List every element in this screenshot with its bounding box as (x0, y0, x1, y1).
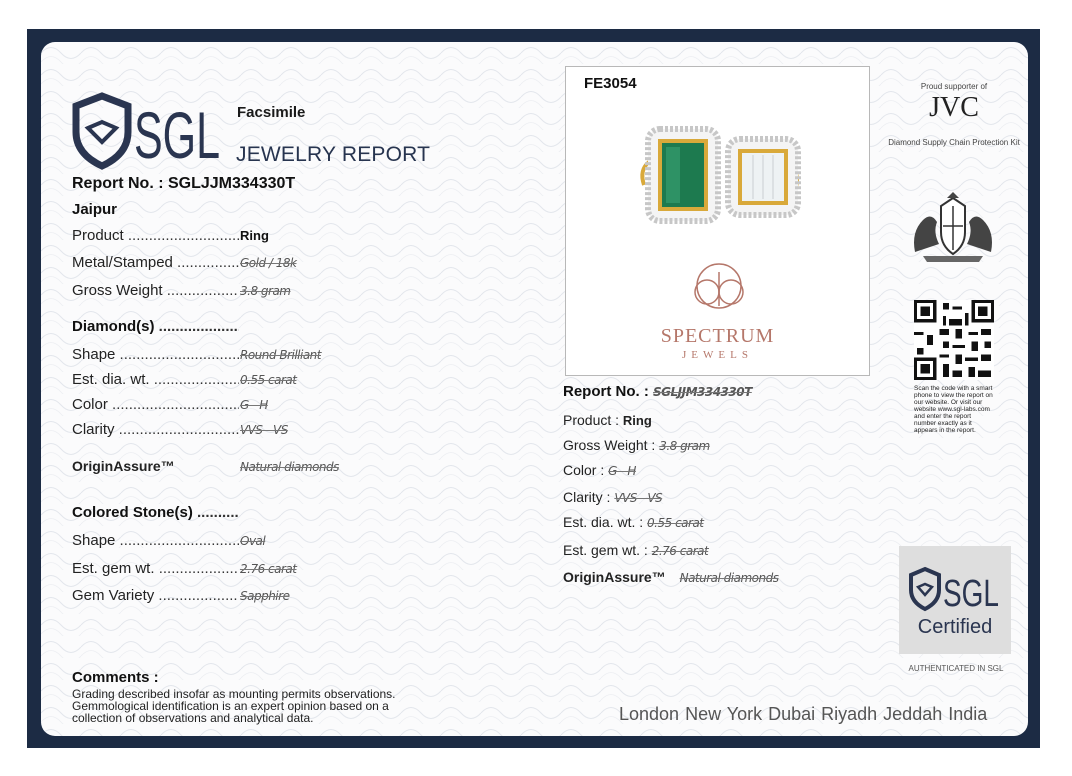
field-label: Est. dia. wt. ..... (72, 371, 239, 388)
redacted-value: SGLJJM334330T (653, 385, 752, 399)
spectrum-sub: JEWELS (682, 349, 753, 361)
jewelry-report-card (41, 42, 1028, 736)
field-est-gem-wt (72, 560, 296, 577)
field-metal (72, 254, 296, 271)
field-est-dia-wt (72, 371, 296, 388)
redacted-value: Natural diamonds (679, 571, 779, 585)
qr-instructions: Scan the code with a smart phone to view the report on our website. Or visit our website www.sgl-labs.com and enter the report number exactly as it appears in the report. (914, 385, 993, 434)
field-label: Gem Variety ..... (72, 587, 239, 604)
summary-origin (563, 569, 778, 585)
redacted-value: Natural diamonds (240, 460, 339, 474)
field-gem-variety (72, 587, 289, 604)
summary-label: Gross Weight : (563, 437, 656, 453)
redacted-value: 3.8 gram (240, 284, 291, 298)
summary-value: Ring (622, 413, 652, 428)
svg-text:SGL: SGL (943, 573, 999, 612)
spectrum-brand: SPECTRUM (660, 325, 775, 347)
svg-text:SGL: SGL (134, 98, 220, 170)
section-title: Colored Stone(s) ..... (72, 504, 239, 521)
redacted-value: VVS - VS (614, 491, 663, 505)
ring-image (624, 115, 814, 235)
redacted-value: Oval (240, 534, 266, 548)
field-label: Gross Weight ..... (72, 282, 239, 299)
summary-label: OriginAssure™ (563, 569, 666, 585)
summary-gross-weight (563, 437, 710, 453)
comments-title: Comments : (72, 669, 159, 686)
jvc-logo: JVC (929, 92, 979, 123)
redacted-value: VVS - VS (240, 423, 288, 437)
field-origin (72, 458, 339, 475)
field-label: Est. gem wt. ..... (72, 560, 239, 577)
report-city: Jaipur (72, 201, 118, 218)
field-value: Ring (240, 228, 269, 243)
comment-line: Grading described insofar as mounting permits observations. (72, 687, 396, 701)
redacted-value: 0.55 carat (240, 373, 297, 387)
sgl-badge-logo (909, 566, 1001, 612)
redacted-value: Sapphire (240, 589, 290, 603)
report-number: Report No. : SGLJJM334330T (72, 175, 296, 192)
report-type-title: JEWELRY REPORT (236, 143, 431, 166)
section-title: Diamond(s) ..... (72, 318, 239, 335)
field-label: Product ..... (72, 227, 239, 244)
summary-color (563, 462, 636, 478)
field-clarity (72, 421, 288, 438)
summary-est-gem-wt (563, 542, 708, 558)
redacted-value: 2.76 carat (240, 562, 297, 576)
spectrum-monogram-icon (674, 262, 764, 322)
field-shape (72, 346, 321, 363)
authenticated-label: AUTHENTICATED IN SGL (908, 664, 1004, 673)
comment-line: Gemmological identification is an expert opinion based on a (72, 699, 389, 713)
field-product (72, 227, 269, 244)
summary-est-dia-wt (563, 514, 704, 530)
field-color (72, 396, 268, 413)
comments-text (72, 688, 432, 724)
summary-product (563, 412, 652, 428)
section-diamonds (72, 318, 239, 335)
proud-supporter-label: Proud supporter of (920, 82, 988, 91)
summary-label: Est. dia. wt. : (563, 514, 644, 530)
facsimile-label: Facsimile (237, 104, 306, 121)
coat-of-arms-icon (903, 192, 1003, 264)
summary-label: Color : (563, 462, 605, 478)
summary-label: Clarity : (563, 489, 611, 505)
field-label: OriginAssure™ (72, 458, 175, 474)
field-label: Shape ..... (72, 346, 239, 363)
redacted-value: G - H (240, 398, 268, 412)
summary-label: Est. gem wt. : (563, 542, 648, 558)
summary-report-no (563, 383, 752, 400)
section-colored-stones (72, 504, 239, 521)
redacted-value: 0.55 carat (647, 516, 704, 530)
product-code: FE3054 (584, 75, 637, 92)
comment-line: collection of observations and analytical data. (72, 711, 314, 725)
redacted-value: 2.76 carat (651, 544, 709, 558)
field-label: Color ..... (72, 396, 239, 413)
redacted-value: 3.8 gram (659, 439, 710, 453)
product-photo (565, 66, 870, 376)
sgl-certified-badge (899, 546, 1011, 654)
certified-label: Certified (917, 616, 993, 638)
field-gross-weight (72, 282, 291, 299)
summary-clarity (563, 489, 662, 505)
sgl-logo (72, 92, 222, 170)
summary-label: Report No. : (563, 383, 649, 400)
jvc-subtitle: Diamond Supply Chain Protection Kit (888, 138, 1020, 147)
qr-code-icon (914, 300, 994, 380)
summary-label: Product : (563, 412, 620, 428)
redacted-value: Gold / 18k (240, 256, 297, 270)
office-cities: London New York Dubai Riyadh Jeddah India (619, 704, 988, 724)
field-label: Clarity ..... (72, 421, 239, 438)
field-label: Metal/Stamped ..... (72, 254, 239, 271)
field-label: Shape ..... (72, 532, 239, 549)
field-stone-shape (72, 532, 265, 549)
redacted-value: Round Brilliant (240, 348, 321, 362)
redacted-value: G - H (608, 464, 636, 478)
